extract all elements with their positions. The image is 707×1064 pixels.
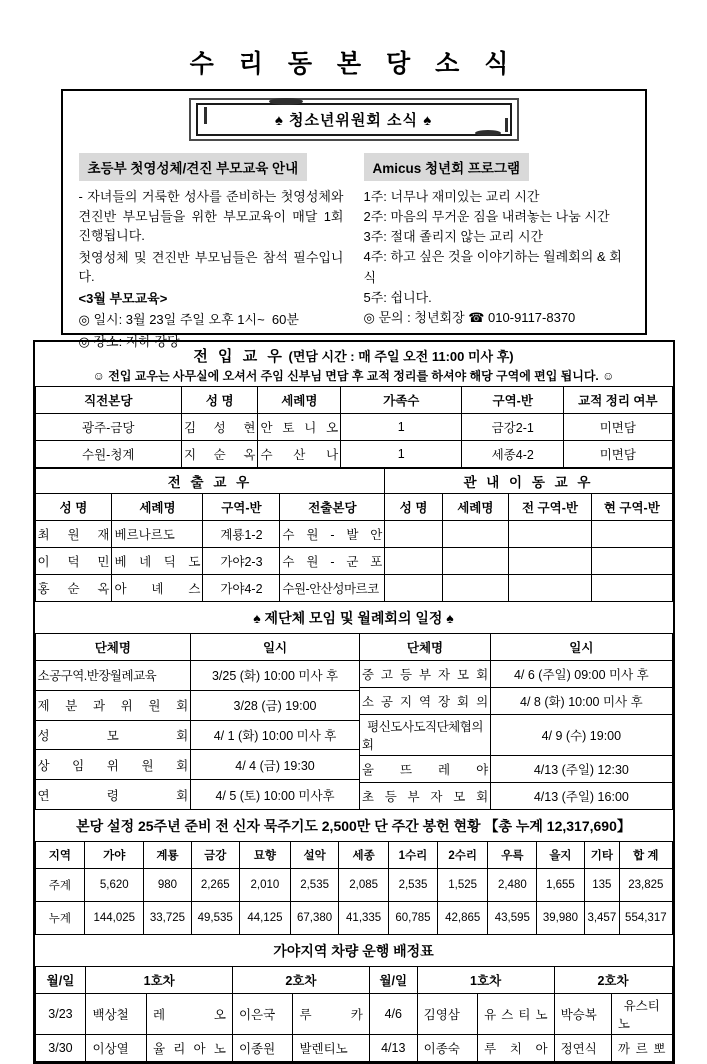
cell: 김 성 현 bbox=[182, 414, 258, 441]
cell: 세종4-2 bbox=[462, 441, 564, 468]
cell: 레 오 bbox=[146, 994, 232, 1035]
table-row bbox=[35, 575, 385, 602]
banner-ornament bbox=[505, 118, 508, 132]
column-header: 합 계 bbox=[620, 842, 672, 869]
cell: 금강2-1 bbox=[462, 414, 564, 441]
column-header: 계룡 bbox=[144, 842, 191, 869]
cell: 3/30 bbox=[35, 1035, 86, 1062]
cell: 가야2-3 bbox=[203, 548, 280, 575]
table-body bbox=[35, 661, 359, 810]
cell: 554,317 bbox=[620, 902, 672, 935]
column-header: 1호차 bbox=[417, 967, 554, 994]
cell: 베르나르도 bbox=[112, 521, 203, 548]
youth-committee-box bbox=[61, 89, 647, 349]
table-row bbox=[385, 575, 672, 602]
column-header: 설악 bbox=[290, 842, 338, 869]
header-row bbox=[35, 842, 672, 869]
cell: 2,265 bbox=[191, 869, 239, 902]
column-header: 일시 bbox=[191, 634, 360, 661]
groups-schedule-title: ♠ 제단체 모임 및 월례회의 일정 ♠ bbox=[253, 610, 454, 626]
table-row bbox=[35, 690, 359, 720]
table-row bbox=[35, 869, 672, 902]
cell: 33,725 bbox=[144, 902, 191, 935]
column-header: 기타 bbox=[584, 842, 620, 869]
cell: 미면담 bbox=[564, 414, 672, 441]
table-row bbox=[35, 548, 385, 575]
column-header: 구역-반 bbox=[462, 387, 564, 414]
transfer-in-title-main: 전 입 교 우 bbox=[193, 348, 285, 365]
program-line: 5주: 쉽니다. bbox=[363, 289, 432, 305]
cell: 2,535 bbox=[290, 869, 338, 902]
table-row bbox=[359, 688, 672, 715]
cell: 2,480 bbox=[488, 869, 537, 902]
cell: 연 령 회 bbox=[35, 780, 191, 810]
banner-ornament bbox=[269, 98, 303, 105]
table-row bbox=[35, 414, 672, 441]
cell: 지 순 옥 bbox=[182, 441, 258, 468]
table-row bbox=[35, 661, 359, 691]
transfer-in-instruction: ☺ 전입 교우는 사무실에 오셔서 주임 신부님 면담 후 교적 정리를 하셔야 해당 구역에 편입 됩니다. ☺ bbox=[92, 369, 615, 383]
youth-columns bbox=[79, 153, 629, 353]
column-header: 성 명 bbox=[385, 494, 442, 521]
cell: 울 뜨 레 야 bbox=[359, 756, 490, 783]
page-title: 수 리 동 본 당 소 식 bbox=[189, 50, 518, 78]
table-row bbox=[35, 441, 672, 468]
cell: 초 등 부 자 모 회 bbox=[359, 783, 490, 810]
cell: 안 토 니 오 bbox=[258, 414, 341, 441]
cell bbox=[508, 575, 591, 602]
header-row bbox=[35, 387, 672, 414]
column-header: 전출본당 bbox=[280, 494, 385, 521]
transfer-out-table bbox=[35, 468, 386, 602]
amicus-heading: Amicus 청년회 프로그램 bbox=[364, 153, 530, 181]
vehicle-schedule-table bbox=[35, 966, 673, 1062]
column-header: 지역 bbox=[35, 842, 85, 869]
groups-schedule-left-table bbox=[35, 633, 360, 810]
cell: 4/ 4 (금) 19:30 bbox=[191, 750, 360, 780]
cell: 중 고 등 부 자 모 회 bbox=[359, 661, 490, 688]
cell: 67,380 bbox=[290, 902, 338, 935]
table-row bbox=[35, 1035, 672, 1062]
cell: 1,525 bbox=[438, 869, 488, 902]
cell: 베 네 딕 도 bbox=[112, 548, 203, 575]
cell: 루 카 bbox=[293, 994, 369, 1035]
cell bbox=[385, 548, 442, 575]
cell: 정연식 bbox=[554, 1035, 611, 1062]
cell: 43,595 bbox=[488, 902, 537, 935]
cell: 박승복 bbox=[554, 994, 611, 1035]
cell: 3/23 bbox=[35, 994, 86, 1035]
table-row bbox=[385, 548, 672, 575]
cell: 2,010 bbox=[239, 869, 290, 902]
program-line: 3주: 절대 졸리지 않는 교리 시간 bbox=[363, 229, 544, 245]
cell: 1,655 bbox=[537, 869, 584, 902]
column-header: 성 명 bbox=[35, 494, 112, 521]
column-header: 가족수 bbox=[341, 387, 462, 414]
cell bbox=[592, 548, 672, 575]
section-title-row bbox=[35, 469, 385, 494]
table-row bbox=[35, 780, 359, 810]
table-body bbox=[385, 521, 672, 602]
cell bbox=[442, 521, 508, 548]
banner-ornament bbox=[204, 107, 207, 124]
cell: 1 bbox=[341, 441, 462, 468]
column-header: 현 구역-반 bbox=[592, 494, 672, 521]
cell: 수 산 나 bbox=[258, 441, 341, 468]
cell: 주계 bbox=[35, 869, 85, 902]
column-header: 2호차 bbox=[554, 967, 672, 994]
cell: 이상열 bbox=[86, 1035, 147, 1062]
cell: 제 분 과 위 원 회 bbox=[35, 690, 191, 720]
table-body bbox=[35, 414, 672, 468]
table-row bbox=[35, 521, 385, 548]
column-header: 세례명 bbox=[112, 494, 203, 521]
transfer-in-table bbox=[35, 386, 673, 468]
column-header: 세종 bbox=[339, 842, 389, 869]
column-header: 전 구역-반 bbox=[508, 494, 591, 521]
table-body bbox=[359, 661, 672, 810]
cell: 4/ 1 (화) 10:00 미사 후 bbox=[191, 720, 360, 750]
cell: 4/13 bbox=[369, 1035, 417, 1062]
program-line: 2주: 마음의 무거운 짐을 내려놓는 나눔 시간 bbox=[363, 209, 610, 225]
cell: 이은국 bbox=[232, 994, 293, 1035]
cell: 누계 bbox=[35, 902, 85, 935]
cell bbox=[508, 548, 591, 575]
cell: 까 르 뽀 bbox=[611, 1035, 672, 1062]
cell: 39,980 bbox=[537, 902, 584, 935]
table-row bbox=[35, 720, 359, 750]
column-header: 월/일 bbox=[369, 967, 417, 994]
cell: 5,620 bbox=[85, 869, 144, 902]
paragraph: 첫영성체 및 견진반 부모님들은 참석 필수입니다. bbox=[78, 249, 344, 284]
column-header: 가야 bbox=[85, 842, 144, 869]
contact-line: ◎ 문의 : 청년회장 ☎ 010-9117-8370 bbox=[363, 309, 576, 325]
cell: 수 원 - 군 포 bbox=[280, 548, 385, 575]
table-body bbox=[35, 994, 672, 1062]
table-row bbox=[35, 902, 672, 935]
table-row bbox=[359, 661, 672, 688]
cell: 미면담 bbox=[564, 441, 672, 468]
column-header: 세례명 bbox=[442, 494, 508, 521]
column-header: 단체명 bbox=[35, 634, 191, 661]
parents-education-section bbox=[78, 153, 348, 353]
cell: 최 원 재 bbox=[35, 521, 112, 548]
cell: 3/28 (금) 19:00 bbox=[191, 690, 360, 720]
column-header: 을지 bbox=[537, 842, 584, 869]
column-header: 1호차 bbox=[86, 967, 232, 994]
schedule-line: ◎ 일시: 3월 23일 주일 오후 1시~ 60분 bbox=[78, 312, 299, 327]
header-row bbox=[359, 634, 672, 661]
cell: 발렌티노 bbox=[293, 1035, 369, 1062]
cell: 아 녜 스 bbox=[112, 575, 203, 602]
column-header: 금강 bbox=[191, 842, 239, 869]
cell: 성 모 회 bbox=[35, 720, 191, 750]
banner-ornament bbox=[475, 130, 501, 136]
cell: 수 원 - 발 안 bbox=[280, 521, 385, 548]
cell: 이 덕 민 bbox=[35, 548, 112, 575]
cell: 4/6 bbox=[369, 994, 417, 1035]
transfer-out-title: 전 출 교 우 bbox=[35, 469, 385, 494]
section-title-row bbox=[385, 469, 672, 494]
cell: 이종원 bbox=[232, 1035, 293, 1062]
transfer-in-title-sub: (면담 시간 : 매 주일 오전 11:00 미사 후) bbox=[288, 349, 514, 364]
cell: 4/ 9 (수) 19:00 bbox=[491, 715, 672, 756]
table-row bbox=[385, 521, 672, 548]
cell: 4/ 5 (토) 10:00 미사후 bbox=[191, 780, 360, 810]
cell: 4/ 6 (주일) 09:00 미사 후 bbox=[491, 661, 672, 688]
cell: 가야4-2 bbox=[203, 575, 280, 602]
paragraph: - 자녀들의 거룩한 성사를 준비하는 첫영성체와 견진반 부모님들을 위한 부모교육이 매달 1회 진행됩니다. bbox=[78, 189, 348, 243]
table-body bbox=[35, 869, 672, 935]
cell bbox=[385, 521, 442, 548]
cell: 60,785 bbox=[388, 902, 437, 935]
cell: 1 bbox=[341, 414, 462, 441]
cell: 41,335 bbox=[339, 902, 389, 935]
cell: 유 스 티 노 bbox=[478, 994, 554, 1035]
cell bbox=[442, 575, 508, 602]
subheading: <3월 부모교육> bbox=[78, 290, 168, 306]
table-row bbox=[35, 750, 359, 780]
cell: 루 치 아 bbox=[478, 1035, 554, 1062]
column-header: 월/일 bbox=[35, 967, 86, 994]
column-header: 교적 정리 여부 bbox=[564, 387, 672, 414]
cell: 수원-청계 bbox=[35, 441, 182, 468]
cell: 135 bbox=[584, 869, 620, 902]
column-header: 단체명 bbox=[359, 634, 490, 661]
cell: 평신도사도직단체협의회 bbox=[359, 715, 490, 756]
table-body bbox=[35, 521, 385, 602]
column-header: 우륵 bbox=[488, 842, 537, 869]
cell: 4/13 (주일) 16:00 bbox=[491, 783, 672, 810]
column-header: 2호차 bbox=[232, 967, 369, 994]
cell: 소공구역.반장월례교육 bbox=[35, 661, 191, 691]
cell: 3/25 (화) 10:00 미사 후 bbox=[191, 661, 360, 691]
parents-education-heading: 초등부 첫영성체/견진 부모교육 안내 bbox=[79, 153, 308, 181]
cell: 2,085 bbox=[339, 869, 389, 902]
cell: 49,535 bbox=[191, 902, 239, 935]
cell: 광주-금당 bbox=[35, 414, 182, 441]
cell: 42,865 bbox=[438, 902, 488, 935]
column-header: 구역-반 bbox=[203, 494, 280, 521]
cell: 3,457 bbox=[584, 902, 620, 935]
cell: 2,535 bbox=[388, 869, 437, 902]
schedule-line: ◎ 장소: 지하 강당 bbox=[78, 333, 180, 349]
column-header: 성 명 bbox=[182, 387, 258, 414]
groups-schedule-right-table bbox=[359, 633, 673, 810]
rosary-offering-title: 본당 설정 25주년 준비 전 신자 묵주기도 2,500만 단 주간 봉헌 현황 【총 누계 12,317,690】 bbox=[76, 818, 631, 834]
cell: 44,125 bbox=[239, 902, 290, 935]
table-row bbox=[359, 715, 672, 756]
cell: 상 임 위 원 회 bbox=[35, 750, 191, 780]
column-header: 세례명 bbox=[258, 387, 341, 414]
cell: 4/ 8 (화) 10:00 미사 후 bbox=[491, 688, 672, 715]
column-header: 묘향 bbox=[239, 842, 290, 869]
cell: 김영삼 bbox=[417, 994, 478, 1035]
intra-parish-move-table bbox=[384, 468, 672, 602]
table-row bbox=[359, 783, 672, 810]
cell: 144,025 bbox=[85, 902, 144, 935]
column-header: 직전본당 bbox=[35, 387, 182, 414]
column-header: 2수리 bbox=[438, 842, 488, 869]
header-row bbox=[35, 634, 359, 661]
cell: 소 공 지 역 장 회 의 bbox=[359, 688, 490, 715]
cell: 율 리 아 노 bbox=[146, 1035, 232, 1062]
youth-banner bbox=[189, 98, 519, 141]
groups-schedule-section bbox=[35, 633, 673, 810]
header-row bbox=[385, 494, 672, 521]
cell: 계룡1-2 bbox=[203, 521, 280, 548]
cell: 수원-안산성마르코 bbox=[280, 575, 385, 602]
cell bbox=[592, 521, 672, 548]
transfer-out-and-move-section bbox=[35, 468, 673, 602]
cell bbox=[385, 575, 442, 602]
header-row bbox=[35, 494, 385, 521]
intra-move-title: 관 내 이 동 교 우 bbox=[385, 469, 672, 494]
table-row bbox=[35, 994, 672, 1035]
rosary-stats-table bbox=[35, 841, 673, 935]
cell: 백상철 bbox=[86, 994, 147, 1035]
cell: 23,825 bbox=[620, 869, 672, 902]
column-header: 일시 bbox=[491, 634, 672, 661]
cell: 이종숙 bbox=[417, 1035, 478, 1062]
cell: 980 bbox=[144, 869, 191, 902]
amicus-section bbox=[364, 153, 629, 353]
youth-banner-title: ♠ 청소년위원회 소식 ♠ bbox=[196, 103, 512, 136]
table-row bbox=[359, 756, 672, 783]
parish-tables bbox=[33, 340, 675, 1064]
cell bbox=[508, 521, 591, 548]
cell bbox=[442, 548, 508, 575]
cell: 홍 순 옥 bbox=[35, 575, 112, 602]
header-row bbox=[35, 967, 672, 994]
program-line: 4주: 하고 싶은 것을 이야기하는 월례회의 & 회식 bbox=[363, 249, 622, 285]
cell: 유스티노 bbox=[611, 994, 672, 1035]
column-header: 1수리 bbox=[388, 842, 437, 869]
program-line: 1주: 너무나 재미있는 교리 시간 bbox=[363, 189, 540, 204]
cell: 4/13 (주일) 12:30 bbox=[491, 756, 672, 783]
vehicle-schedule-title: 가야지역 차량 운행 배정표 bbox=[273, 943, 434, 959]
cell bbox=[592, 575, 672, 602]
